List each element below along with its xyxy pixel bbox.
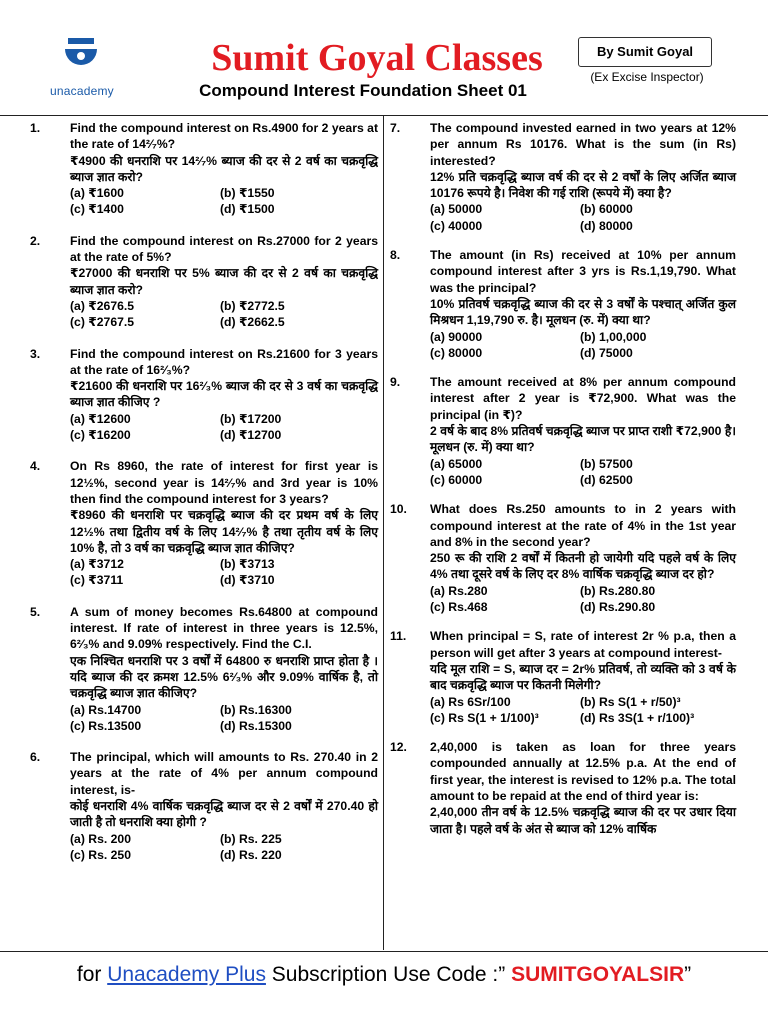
- left-column: [30, 120, 378, 878]
- author-box: By Sumit Goyal: [578, 37, 712, 67]
- option-a: (a) ₹2676.5: [70, 298, 135, 313]
- option-b: (b) ₹1550: [220, 186, 275, 201]
- question-4: 4. On Rs 8960, the rate of interest for first year is 12½%, second year is 14²⁄₇% and 3rd year is 10% then find the compound interest for 3 years? ₹8960 की धनराशि पर चक्रवृद्धि ब्याज की दर प्रथम वर्ष के लिए 12½% तथा द्वितीय वर्ष के लिए 14²⁄₇% है तथा तृतीय वर्ष के लिए 10% है, तो 3 वर्ष का चक्रवृद्धि ब्याज ज्ञात कीजिए? (a) ₹3712 (b) ₹3713 (c) ₹3711 (d) ₹3710: [30, 459, 378, 588]
- options: [430, 329, 736, 362]
- question-text-hi: ₹8960 की धनराशि पर चक्रवृद्धि ब्याज की दर प्रथम वर्ष के लिए 12½% तथा द्वितीय वर्ष के लिए 14²⁄₇% है तथा तृतीय वर्ष के लिए 10% है, तो 3 वर्ष का चक्रवृद्धि ब्याज ज्ञात कीजिए?: [70, 508, 378, 555]
- option-d: (d) 62500: [580, 472, 633, 487]
- option-d: (d) Rs 3S(1 + r/100)³: [580, 710, 695, 725]
- question-text-en: 2,40,000 is taken as loan for three years compounded annually at 12.5% p.a. At the end of first year, the interest is revised to 12% p.a. The total amount to be repaid at the end of third year is:: [430, 740, 736, 803]
- option-b: (b) ₹2772.5: [220, 298, 285, 313]
- option-d: (d) ₹2662.5: [220, 315, 285, 330]
- question-text-en: The amount received at 8% per annum compound interest after 2 year is ₹72,900. What was the principal (in ₹)?: [430, 375, 736, 422]
- logo-text: unacademy: [50, 84, 114, 98]
- question-text-hi: 2 वर्ष के बाद 8% प्रतिवर्ष चक्रवृद्धि ब्याज पर प्राप्त राशी ₹72,900 है। मूलधन (रु. में) क्या था?: [430, 424, 736, 455]
- question-text-en: Find the compound interest on Rs.27000 for 2 years at the rate of 5%?: [70, 233, 378, 265]
- options: [70, 411, 378, 444]
- option-d: (d) 75000: [580, 345, 633, 360]
- option-b: (b) Rs. 225: [220, 831, 282, 846]
- option-b: (b) ₹17200: [220, 411, 282, 426]
- option-c: (c) 40000: [430, 218, 483, 233]
- options: [70, 556, 378, 589]
- question-text-en: When principal = S, rate of interest 2r % p.a, then a person will get after 3 years at compound interest-: [430, 629, 736, 660]
- option-a: (a) 90000: [430, 329, 483, 344]
- question-5: 5. A sum of money becomes Rs.64800 at compound interest. If rate of interest in three years is 12.5%, 6²⁄₃% and 9.09% respectively. Find the C.I. एक निश्चित धनराशि पर 3 वर्षों में 64800 रु धनराशि प्राप्त होता है । यदि ब्याज की दर क्रमश 12.5% 6²⁄₃% और 9.09% वार्षिक है, तो चक्रवृद्धि ब्याज ज्ञात कीजिए? (a) Rs.14700 (b) Rs.16300 (c) Rs.13500 (d) Rs.15300: [30, 604, 378, 733]
- question-text-en: On Rs 8960, the rate of interest for first year is 12½%, second year is 14²⁄₇% and 3rd year is 10% then find the compound interest for 3 years?: [70, 459, 378, 506]
- option-b: (b) Rs S(1 + r/50)³: [580, 694, 681, 709]
- options: [430, 456, 736, 489]
- question-text-hi: ₹21600 की धनराशि पर 16²⁄₃% ब्याज की दर से 3 वर्ष का चक्रवृद्धि ब्याज ज्ञात कीजिए ?: [70, 379, 378, 410]
- option-a: (a) ₹3712: [70, 557, 124, 572]
- question-text-hi: 10% प्रतिवर्ष चक्रवृद्धि ब्याज की दर से 3 वर्षों के पश्चात् अर्जित कुल मिश्रधन 1,19,790 रु. है। मूलधन (रु. में) क्या था?: [430, 296, 736, 328]
- option-c: (c) Rs S(1 + 1/100)³: [430, 710, 539, 725]
- option-d: (d) ₹12700: [220, 428, 282, 443]
- footer-prefix: for: [76, 963, 108, 986]
- options: [70, 702, 378, 735]
- question-3: 3. Find the compound interest on Rs.21600 for 3 years at the rate of 16²⁄₃%? ₹21600 की धनराशि पर 16²⁄₃% ब्याज की दर से 3 वर्ष का चक्रवृद्धि ब्याज ज्ञात कीजिए ? (a) ₹12600 (b) ₹17200 (c) ₹16200 (d) ₹12700: [30, 346, 378, 443]
- option-a: (a) 65000: [430, 456, 483, 471]
- options: [70, 298, 378, 331]
- question-text-hi: ₹27000 की धनराशि पर 5% ब्याज की दर से 2 वर्ष का चक्रवृद्धि ब्याज ज्ञात करो?: [70, 266, 378, 297]
- option-d: (d) Rs.15300: [220, 718, 292, 733]
- options: [430, 694, 736, 727]
- option-a: (a) Rs 6Sr/100: [430, 694, 511, 709]
- sheet-title: Compound Interest Foundation Sheet 01: [199, 81, 527, 100]
- question-text-en: Find the compound interest on Rs.21600 for 3 years at the rate of 16²⁄₃%?: [70, 346, 378, 377]
- question-text-en: A sum of money becomes Rs.64800 at compound interest. If rate of interest in three years is 12.5%, 6²⁄₃% and 9.09% respectively. Find the C.I.: [70, 604, 378, 652]
- option-d: (d) ₹1500: [220, 202, 275, 217]
- option-d: (d) ₹3710: [220, 573, 275, 588]
- question-text-hi: ₹4900 की धनराशि पर 14²⁄₇% ब्याज की दर से 2 वर्ष का चक्रवृद्धि ब्याज ज्ञात करो?: [70, 153, 378, 184]
- option-b: (b) Rs.280.80: [580, 583, 656, 598]
- question-1: 1. Find the compound interest on Rs.4900 for 2 years at the rate of 14²⁄₇%? ₹4900 की धनराशि पर 14²⁄₇% ब्याज की दर से 2 वर्ष का चक्रवृद्धि ब्याज ज्ञात करो? (a) ₹1600 (b) ₹1550 (c) ₹1400 (d) ₹1500: [30, 121, 378, 217]
- author-subtitle: (Ex Excise Inspector): [590, 70, 704, 84]
- question-text-hi: 2,40,000 तीन वर्ष के 12.5% चक्रवृद्धि ब्याज की दर पर उधार दिया जाता है। पहले वर्ष के अंत से ब्याज को 12% वार्षिक: [430, 805, 736, 836]
- question-text-en: The amount (in Rs) received at 10% per annum compound interest after 3 yrs is Rs.1,19,790. What was the principal?: [430, 248, 736, 295]
- option-d: (d) Rs.290.80: [580, 600, 656, 615]
- referral-code: SUMITGOYALSIR: [511, 963, 685, 986]
- question-text-en: Find the compound interest on Rs.4900 for 2 years at the rate of 14²⁄₇%?: [70, 121, 378, 152]
- question-6: 6. The principal, which will amounts to Rs. 270.40 in 2 years at the rate of 4% per annum compound interest, is- कोई धनराशि 4% वार्षिक चक्रवृद्धि ब्याज दर से 2 वर्षों में 270.40 हो जाती है तो धनराशि क्या होगी ? (a) Rs. 200 (b) Rs. 225 (c) Rs. 250 (d) Rs. 220: [30, 750, 378, 862]
- option-a: (a) 50000: [430, 202, 483, 217]
- question-7: 7. The compound invested earned in two years at 12% per annum Rs 10176. What is the sum (in Rs) interested? 12% प्रति चक्रवृद्धि ब्याज वर्ष की दर से 2 वर्षों के लिए अर्जित ब्याज 10176 रूपये है। निवेश की गई राशि (रूपये में) क्या है? (a) 50000 (b) 60000 (c) 40000 (d) 80000: [390, 121, 736, 233]
- question-text-hi: 250 रू की राशि 2 वर्षों में कितनी हो जायेगी यदि पहले वर्ष के लिए 4% तथा दूसरे वर्ष के लिए दर 8% वार्षिक चक्रवृद्धि ब्याज दर हो?: [430, 551, 736, 582]
- option-c: (c) ₹3711: [70, 573, 124, 588]
- option-d: (d) Rs. 220: [220, 847, 282, 862]
- question-12: 12. 2,40,000 is taken as loan for three years compounded annually at 12.5% p.a. At the end of first year, the interest is revised to 12% p.a. The total amount to be repaid at the end of third year is: 2,40,000 तीन वर्ष के 12.5% चक्रवृद्धि ब्याज की दर पर उधार दिया जाता है। पहले वर्ष के अंत से ब्याज को 12% वार्षिक: [390, 740, 736, 836]
- option-b: (b) 60000: [580, 202, 633, 217]
- option-b: (b) ₹3713: [220, 557, 275, 572]
- options: [70, 185, 378, 218]
- option-a: (a) ₹1600: [70, 186, 124, 201]
- unacademy-logo: [50, 38, 112, 98]
- option-c: (c) Rs. 250: [70, 847, 131, 862]
- question-text-en: The principal, which will amounts to Rs. 270.40 in 2 years at the rate of 4% per annum compound interest, is-: [70, 750, 378, 797]
- option-a: (a) Rs.14700: [70, 702, 142, 717]
- question-text-hi: कोई धनराशि 4% वार्षिक चक्रवृद्धि ब्याज दर से 2 वर्षों में 270.40 हो जाती है तो धनराशि क्या होगी ?: [70, 798, 378, 830]
- option-b: (b) 1,00,000: [580, 329, 647, 344]
- header-divider: [0, 115, 768, 116]
- question-9: 9. The amount received at 8% per annum compound interest after 2 year is ₹72,900. What was the principal (in ₹)? 2 वर्ष के बाद 8% प्रतिवर्ष चक्रवृद्धि ब्याज पर प्राप्त राशी ₹72,900 है। मूलधन (रु. में) क्या था? (a) 65000 (b) 57500 (c) 60000 (d) 62500: [390, 375, 736, 487]
- options: [430, 583, 736, 616]
- options: [70, 831, 378, 864]
- option-a: (a) ₹12600: [70, 411, 131, 426]
- column-divider: [383, 116, 384, 950]
- footer-divider: [0, 951, 768, 952]
- option-c: (c) Rs.468: [430, 600, 488, 615]
- option-c: (c) 60000: [430, 472, 483, 487]
- option-c: (c) ₹1400: [70, 202, 124, 217]
- option-d: (d) 80000: [580, 218, 633, 233]
- unacademy-logo-icon: [61, 38, 101, 82]
- brand-title: Sumit Goyal Classes: [211, 37, 543, 79]
- question-2: 2. Find the compound interest on Rs.27000 for 2 years at the rate of 5%? ₹27000 की धनराशि पर 5% ब्याज की दर से 2 वर्ष का चक्रवृद्धि ब्याज ज्ञात करो? (a) ₹2676.5 (b) ₹2772.5 (c) ₹2767.5 (d) ₹2662.5: [30, 233, 378, 330]
- question-text-hi: यदि मूल राशि = S, ब्याज दर = 2r% प्रतिवर्ष, तो व्यक्ति को 3 वर्ष के बाद चक्रवृद्धि ब्याज पर कितनी मिलेगी?: [430, 661, 736, 693]
- option-c: (c) 80000: [430, 345, 483, 360]
- footer-suffix: ”: [684, 963, 692, 986]
- option-c: (c) Rs.13500: [70, 718, 142, 733]
- unacademy-plus-link[interactable]: Unacademy Plus: [107, 963, 266, 986]
- right-column: [390, 120, 736, 850]
- footer-middle: Subscription Use Code :”: [265, 963, 512, 986]
- option-a: (a) Rs. 200: [70, 831, 131, 846]
- option-c: (c) ₹2767.5: [70, 315, 135, 330]
- question-text-hi: 12% प्रति चक्रवृद्धि ब्याज वर्ष की दर से 2 वर्षों के लिए अर्जित ब्याज 10176 रूपये है। निवेश की गई राशि (रूपये में) क्या है?: [430, 169, 736, 201]
- options: [430, 201, 736, 234]
- option-c: (c) ₹16200: [70, 428, 131, 443]
- question-text-hi: एक निश्चित धनराशि पर 3 वर्षों में 64800 रु धनराशि प्राप्त होता है । यदि ब्याज की दर क्रमश 12.5% 6²⁄₃% और 9.09% वार्षिक है, तो चक्रवृद्धि ब्याज ज्ञात कीजिए?: [70, 653, 378, 701]
- question-8: 8. The amount (in Rs) received at 10% per annum compound interest after 3 yrs is Rs.1,19,790. What was the principal? 10% प्रतिवर्ष चक्रवृद्धि ब्याज की दर से 3 वर्षों के पश्चात् अर्जित कुल मिश्रधन 1,19,790 रु. है। मूलधन (रु. में) क्या था? (a) 90000 (b) 1,00,000 (c) 80000 (d) 75000: [390, 248, 736, 360]
- option-b: (b) 57500: [580, 456, 633, 471]
- option-b: (b) Rs.16300: [220, 702, 292, 717]
- question-text-en: The compound invested earned in two years at 12% per annum Rs 10176. What is the sum (in Rs) interested?: [430, 121, 736, 168]
- question-11: 11. When principal = S, rate of interest 2r % p.a, then a person will get after 3 years at compound interest- यदि मूल राशि = S, ब्याज दर = 2r% प्रतिवर्ष, तो व्यक्ति को 3 वर्ष के बाद चक्रवृद्धि ब्याज पर कितनी मिलेगी? (a) Rs 6Sr/100 (b) Rs S(1 + r/50)³ (c) Rs S(1 + 1/100)³ (d) Rs 3S(1 + r/100)³: [390, 629, 736, 725]
- promo-footer: [0, 960, 768, 990]
- question-text-en: What does Rs.250 amounts to in 2 years with compound interest at the rate of 4% in the 1st year and 8% in the second year?: [430, 502, 736, 549]
- option-a: (a) Rs.280: [430, 583, 488, 598]
- question-10: 10. What does Rs.250 amounts to in 2 years with compound interest at the rate of 4% in the 1st year and 8% in the second year? 250 रू की राशि 2 वर्षों में कितनी हो जायेगी यदि पहले वर्ष के लिए 4% तथा दूसरे वर्ष के लिए दर 8% वार्षिक चक्रवृद्धि ब्याज दर हो? (a) Rs.280 (b) Rs.280.80 (c) Rs.468 (d) Rs.290.80: [390, 502, 736, 615]
